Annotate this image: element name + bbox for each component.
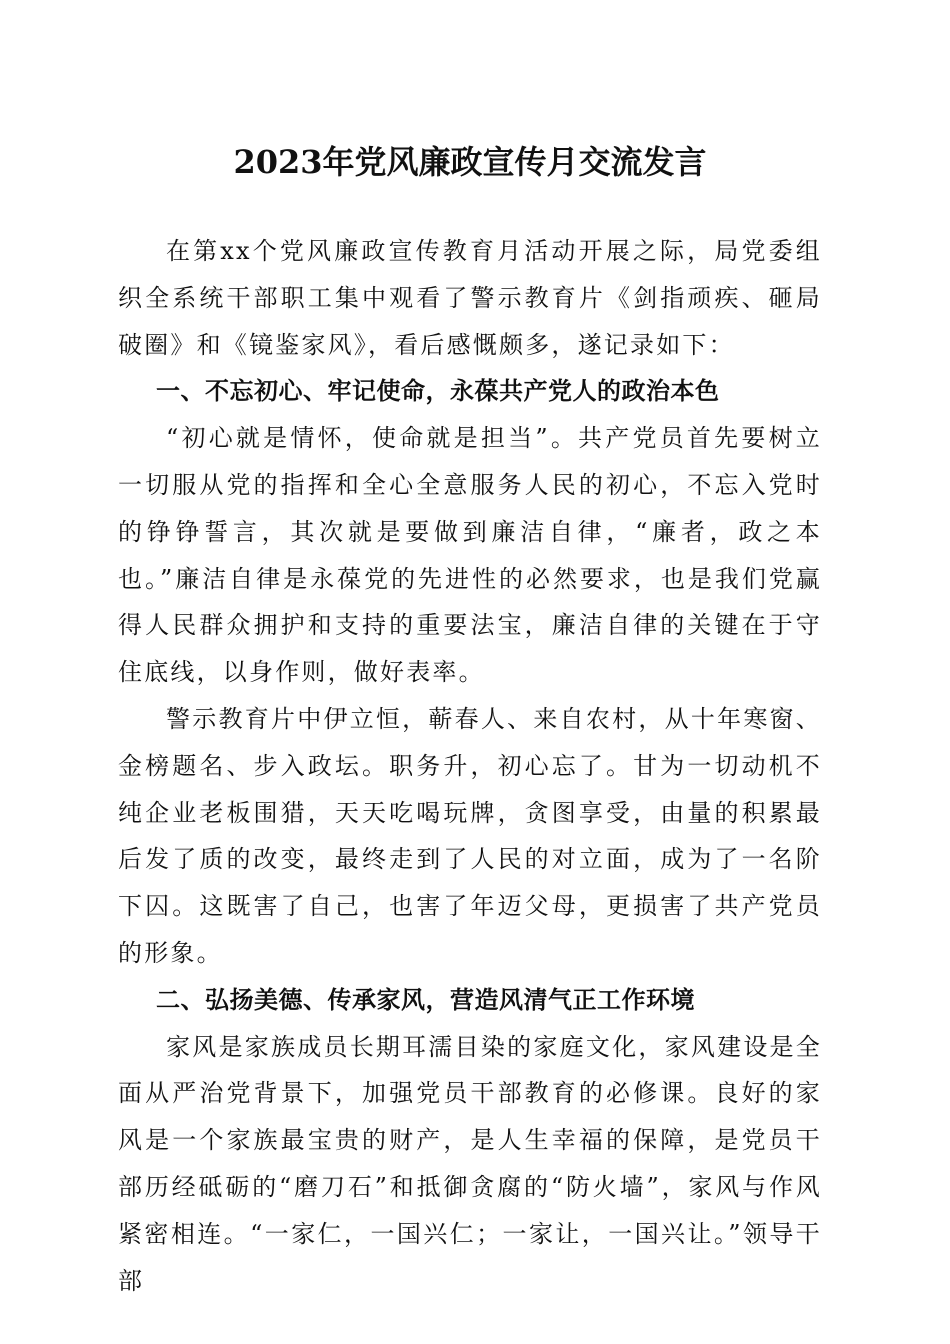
- intro-paragraph: 在第xx个党风廉政宣传教育月活动开展之际，局党委组织全系统干部职工集中观看了警示教育片《剑指顽疾、砸局破圈》和《镜鉴家风》，看后感慨颇多，遂记录如下：: [118, 237, 822, 359]
- document-body: [118, 228, 822, 1304]
- section-heading-2: 二、弘扬美德、传承家风，营造风清气正工作环境: [156, 985, 695, 1014]
- body-paragraph: 警示教育片中伊立恒，蕲春人、来自农村，从十年寒窗、金榜题名、步入政坛。职务升，初心忘了。甘为一切动机不纯企业老板围猎，天天吃喝玩牌，贪图享受，由量的积累最后发了质的改变，最终走到了人民的对立面，成为了一名阶下囚。这既害了自己，也害了年迈父母，更损害了共产党员的形象。: [118, 704, 822, 967]
- section-heading-1: 一、不忘初心、牢记使命，永葆共产党人的政治本色: [156, 377, 720, 406]
- body-paragraph: “初心就是情怀，使命就是担当”。共产党员首先要树立一切服从党的指挥和全心全意服务人民的初心，不忘入党时的铮铮誓言，其次就是要做到廉洁自律，“廉者，政之本也。”廉洁自律是永葆党的先进性的必然要求，也是我们党赢得人民群众拥护和支持的重要法宝，廉洁自律的关键在于守住底线，以身作则，做好表率。: [118, 424, 822, 687]
- body-paragraph: 家风是家族成员长期耳濡目染的家庭文化，家风建设是全面从严治党背景下，加强党员干部教育的必修课。良好的家风是一个家族最宝贵的财产，是人生幸福的保障，是党员干部历经砥砺的“磨刀石”和抵御贪腐的“防火墙”，家风与作风紧密相连。“一家仁，一国兴仁；一家让，一国兴让。”领导干部: [118, 1032, 822, 1295]
- document-title: 2023年党风廉政宣传月交流发言: [233, 143, 707, 181]
